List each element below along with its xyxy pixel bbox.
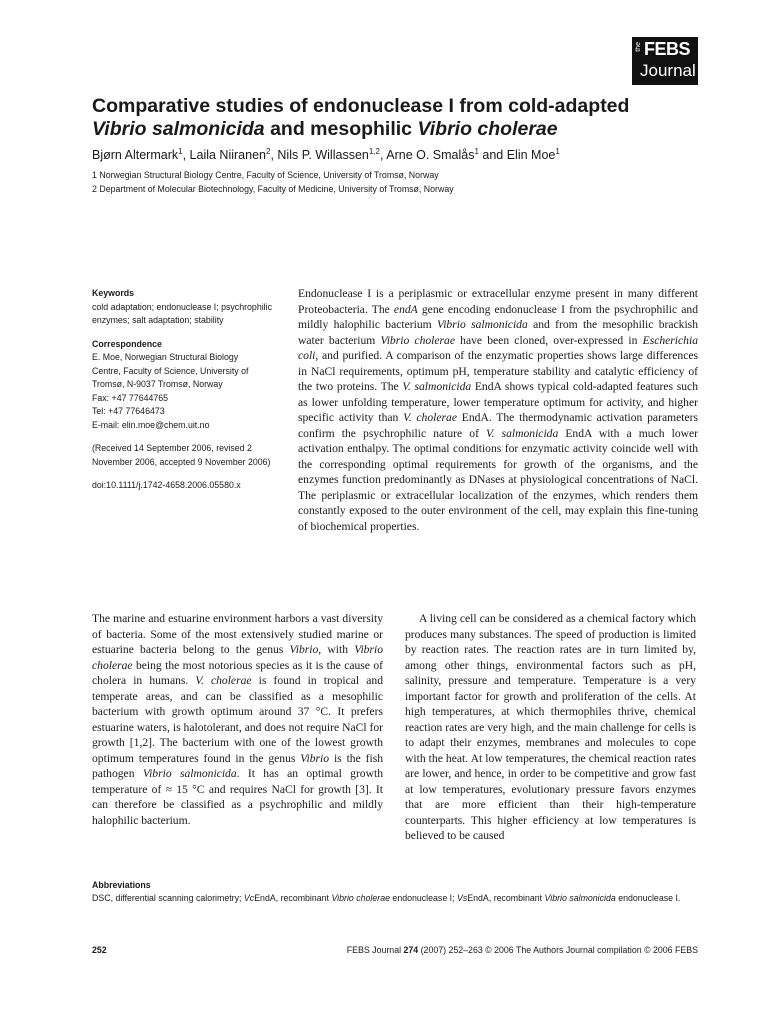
correspondence-tel: Tel: +47 77646473	[92, 406, 165, 416]
page-number: 252	[92, 945, 107, 955]
correspondence-fax: Fax: +47 77644765	[92, 392, 169, 403]
febs-journal-logo	[632, 37, 698, 85]
abstract-text: have been cloned, over-expressed in	[454, 333, 643, 347]
abstract-italic: endA	[393, 302, 418, 316]
author-list	[92, 144, 712, 163]
keywords-block	[92, 287, 272, 328]
logo-the: the	[635, 42, 642, 52]
body-column-left	[92, 611, 383, 828]
body-text: is the fish pathogen	[92, 751, 383, 780]
body-italic: V. cholerae	[195, 674, 252, 687]
correspondence-block	[92, 338, 272, 433]
abstract-text: gene encoding endonuclease I from the psychrophilic and mildly halophilic bacterium	[298, 302, 698, 331]
abbreviations	[92, 879, 698, 905]
title-species-1: Vibrio salmonicida	[92, 118, 265, 140]
abstract-text: EndA with a much lower activation enthalpy. The optimal conditions for enzymatic activity coincide well with the corresponding optimal requirements for growth of the organisms, and the enzymes function predominantly as DNases at physiological concentrations of NaCl. The periplasmic or extracellular localization of the enzymes, which renders them constantly exposed to the outer environment of the cell, may explain this fine-tuning of biochemical properties.	[298, 426, 698, 533]
author-name: , Laila Niiranen	[182, 148, 266, 163]
body-italic: Vibrio cholerae	[92, 643, 383, 672]
body-paragraph: A living cell can be considered as a chemical factory which produces many substances. The speed of production is limited by reaction rates. The reaction rates are in turn limited by, among other things, environmental factors such as pH, salinity, pressure and temperature. Temperature is a very important factor for growth and proliferation of the cells. At high temperatures, at which thermophiles thrive, chemical reaction rates are very high, and the main challenge for cells is to adapt their enzymes, membranes and molecules to cope with the heat. At low temperatures, the chemical reaction rates are lower, and hence, in order to be competitive and grow fast at low temperatures, evolutionary pressure favors enzymes that are more efficient than their high-temperature counterparts. This higher efficiency at low temperatures is believed to be caused	[405, 612, 696, 842]
citation-volume: 274	[403, 945, 419, 955]
author-name: Bjørn Altermark	[92, 148, 179, 163]
abstract-text: Endonuclease I is a periplasmic or extracellular enzyme present in many different Proteobacteria. The	[298, 287, 698, 316]
abbrev-text: endonuclease I;	[389, 893, 457, 903]
abstract-text: , and purified. A comparison of the enzymatic properties shows large differences in NaCl requirements, optimum pH, temperature stability and catalytic efficiency of the two proteins. The	[298, 349, 698, 393]
author-name: and Elin Moe	[478, 148, 556, 163]
body-text: The marine and estuarine environment harbors a vast diversity of bacteria. Some of the most extensively studied marine or estuarine bacteria belong to the genus	[92, 612, 383, 656]
abstract-italic: V. salmonicida	[486, 426, 559, 440]
logo-journal: Journal	[640, 61, 696, 80]
abstract-text: EndA shows typical cold-adapted features such as lower unfolding temperature, lower temperature optimum for activity, and higher specific activity than	[298, 380, 698, 424]
abstract-text: EndA. The thermodynamic activation parameters confirm the psychrophilic nature of	[298, 411, 698, 440]
author-affil-mark: 1	[555, 147, 560, 156]
correspondence-line: Tromsø, N-9037 Tromsø, Norway	[92, 379, 223, 389]
abbrev-text: EndA, recombinant	[254, 893, 332, 903]
abbrev-text: DSC, differential scanning calorimetry;	[92, 893, 244, 903]
author-affil-mark: 1,2	[368, 147, 380, 156]
author-affil-mark: 2	[265, 147, 271, 156]
abbrev-text: EndA, recombinant	[467, 893, 545, 903]
abbreviations-text	[92, 892, 698, 905]
abstract	[298, 286, 698, 534]
affiliations	[92, 168, 712, 196]
keywords-text: cold adaptation; endonuclease I; psychrophilic enzymes; salt adaptation; stability	[92, 301, 272, 325]
abstract-italic: Vibrio cholerae	[380, 333, 455, 347]
author-affil-mark: 1	[474, 147, 479, 156]
abbrev-italic: Vc	[243, 893, 255, 903]
citation-rest: (2007) 252–263 © 2006 The Authors Journal compilation © 2006 FEBS	[418, 945, 698, 955]
abbrev-italic: Vibrio cholerae	[331, 893, 390, 903]
title-species-2: Vibrio cholerae	[417, 118, 558, 140]
body-paragraph	[92, 611, 383, 828]
abstract-italic: Escherichia coli	[298, 333, 698, 362]
abstract-italic: Vibrio salmonicida	[436, 318, 528, 331]
abbrev-italic: Vibrio salmonicida	[544, 893, 616, 903]
body-italic: Vibrio	[300, 751, 330, 765]
body-text: is found in tropical and temperate areas, and can be classified as a mesophilic bacterium with growth optimum around 37 °C. It prefers estuarine waters, is halotolerant, and does not require NaCl for growth [1,2]. The bacterium with one of the lowest growth optimum temperatures found in the genus	[92, 674, 383, 765]
body-text: being the most notorious species as it is the cause of cholera in humans.	[92, 658, 383, 687]
article-metadata	[92, 287, 272, 503]
body-text: . It has an optimal growth temperature of ≈ 15 °C and requires NaCl for growth [3]. It can therefore be classified as a psychrophilic and mildly halophilic bacterium.	[92, 767, 383, 827]
author-name: , Arne O. Smalås	[379, 148, 475, 163]
received-dates: (Received 14 September 2006, revised 2 November 2006, accepted 9 November 2006)	[92, 443, 271, 467]
title-connector: and mesophilic	[264, 118, 418, 140]
body-text: , with	[318, 643, 355, 656]
keywords-heading: Keywords	[92, 288, 135, 298]
correspondence-line: Centre, Faculty of Science, University of	[92, 365, 249, 376]
journal-citation	[347, 945, 698, 955]
body-italic: Vibrio	[289, 643, 319, 656]
abbrev-italic: Vs	[457, 893, 468, 903]
correspondence-email[interactable]: E-mail: elin.moe@chem.uit.no	[92, 419, 210, 430]
page-footer	[92, 945, 698, 959]
title-line-1: Comparative studies of endonuclease I from cold-adapted	[92, 95, 630, 117]
article-title	[92, 95, 692, 141]
logo-febs: FEBS	[644, 39, 691, 59]
citation-journal: FEBS Journal	[346, 945, 404, 955]
affiliation-2: 2 Department of Molecular Biotechnology, Faculty of Medicine, University of Tromsø, Norway	[92, 184, 454, 194]
body-column-right	[405, 611, 696, 844]
abstract-italic: V. salmonicida	[402, 380, 472, 393]
abbreviations-heading: Abbreviations	[92, 880, 151, 890]
doi[interactable]: doi:10.1111/j.1742-4658.2006.05580.x	[92, 480, 241, 490]
body-italic: Vibrio salmonicida	[142, 767, 237, 780]
author-affil-mark: 1	[178, 147, 183, 156]
correspondence-line: E. Moe, Norwegian Structural Biology	[92, 352, 239, 362]
abstract-text: and from the mesophilic brackish water bacterium	[298, 318, 698, 347]
abbrev-text: endonuclease I.	[615, 893, 681, 903]
abstract-italic: V. cholerae	[403, 411, 457, 424]
author-name: , Nils P. Willassen	[270, 148, 369, 163]
correspondence-heading: Correspondence	[92, 338, 162, 349]
affiliation-1: 1 Norwegian Structural Biology Centre, Faculty of Science, University of Tromsø, Norway	[92, 170, 439, 180]
